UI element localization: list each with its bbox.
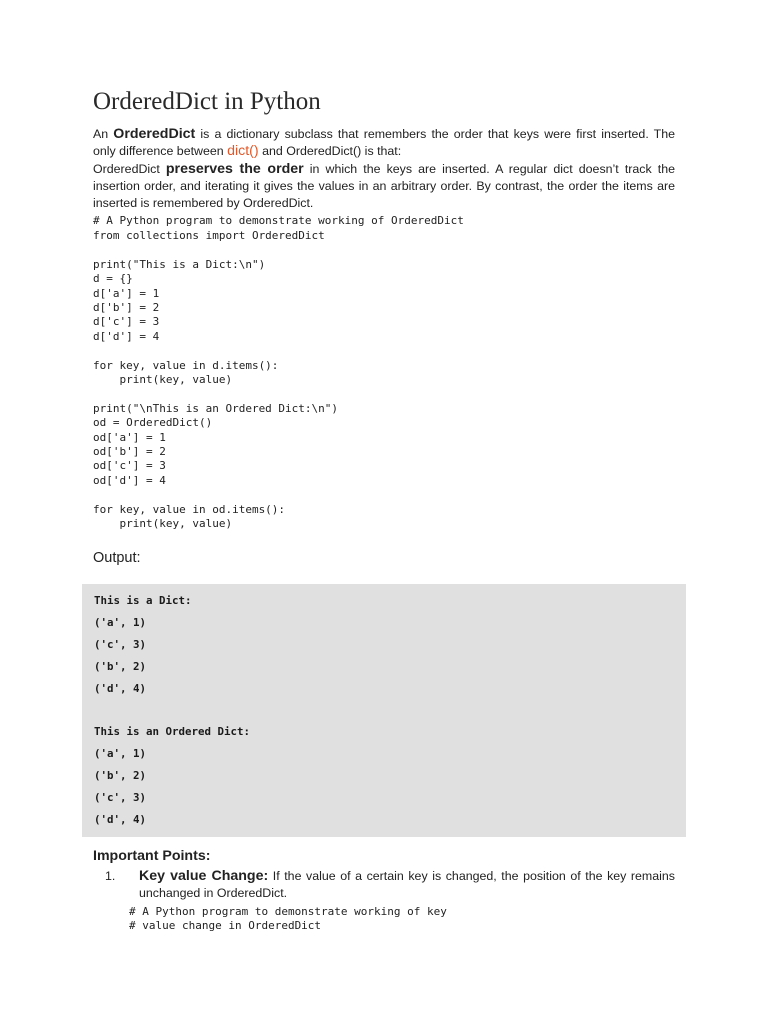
output-line: ('b', 2) xyxy=(94,660,147,673)
article xyxy=(93,86,675,567)
code-block: # A Python program to demonstrate working of OrderedDict from collections import OrderedDict print("This is a Dict:\n") d = {} d['a'] = 1 d['b'] = 2 d['c'] = 3 d['d'] = 4 for key, value in d.items(): print(key, value) print("\nThis is an Ordered Dict:\n") od = OrderedDict() od['a'] = 1 od['b'] = 2 od['c'] = 3 od['d'] = 4 for key, value in od.items(): print(key, value) xyxy=(93,214,464,531)
output-line: ('a', 1) xyxy=(94,747,147,760)
important-points-heading: Important Points: xyxy=(93,848,211,864)
page-title: OrderedDict in Python xyxy=(93,88,321,115)
output-line: ('d', 4) xyxy=(94,682,147,695)
output-line: ('a', 1) xyxy=(94,616,147,629)
p2-prefix: OrderedDict xyxy=(93,161,166,176)
intro-middle: is a dictionary subclass that remembers the order that keys were first inserted. The only difference between xyxy=(93,127,675,159)
list-item-title: Key value Change: xyxy=(139,868,269,884)
preserves-order-term: preserves the order xyxy=(165,160,304,177)
output-line: This is an Ordered Dict: xyxy=(94,725,251,738)
output-line: ('c', 3) xyxy=(94,638,147,651)
output-line: ('b', 2) xyxy=(94,769,147,782)
list-item xyxy=(93,868,675,903)
ordereddict-term: OrderedDict xyxy=(113,126,196,142)
intro-prefix: An xyxy=(93,127,114,141)
list-item-text xyxy=(139,868,675,903)
list-item-code: # A Python program to demonstrate working of key # value change in OrderedDict xyxy=(129,904,447,932)
intro-paragraph-2 xyxy=(93,161,675,213)
important-points-section xyxy=(93,846,675,933)
intro-paragraph-1 xyxy=(93,126,675,161)
output-line: This is a Dict: xyxy=(94,594,192,607)
output-line: ('c', 3) xyxy=(94,791,147,804)
list-item-body: If the value of a certain key is changed, the position of the key remains unchanged in OrderedDict. xyxy=(139,869,675,901)
p2-suffix: in which the keys are inserted. A regular dict doesn’t track the insertion order, and iterating it gives the values in an arbitrary order. By contrast, the order the items are inserted is remembered by OrderedDict. xyxy=(93,161,675,211)
output-box xyxy=(82,584,686,837)
dict-link[interactable]: dict() xyxy=(227,143,259,160)
list-item-number: 1. xyxy=(105,869,116,883)
output-line: ('d', 4) xyxy=(94,813,147,826)
output-label: Output: xyxy=(93,550,141,567)
intro-suffix: and OrderedDict() is that: xyxy=(258,144,402,159)
